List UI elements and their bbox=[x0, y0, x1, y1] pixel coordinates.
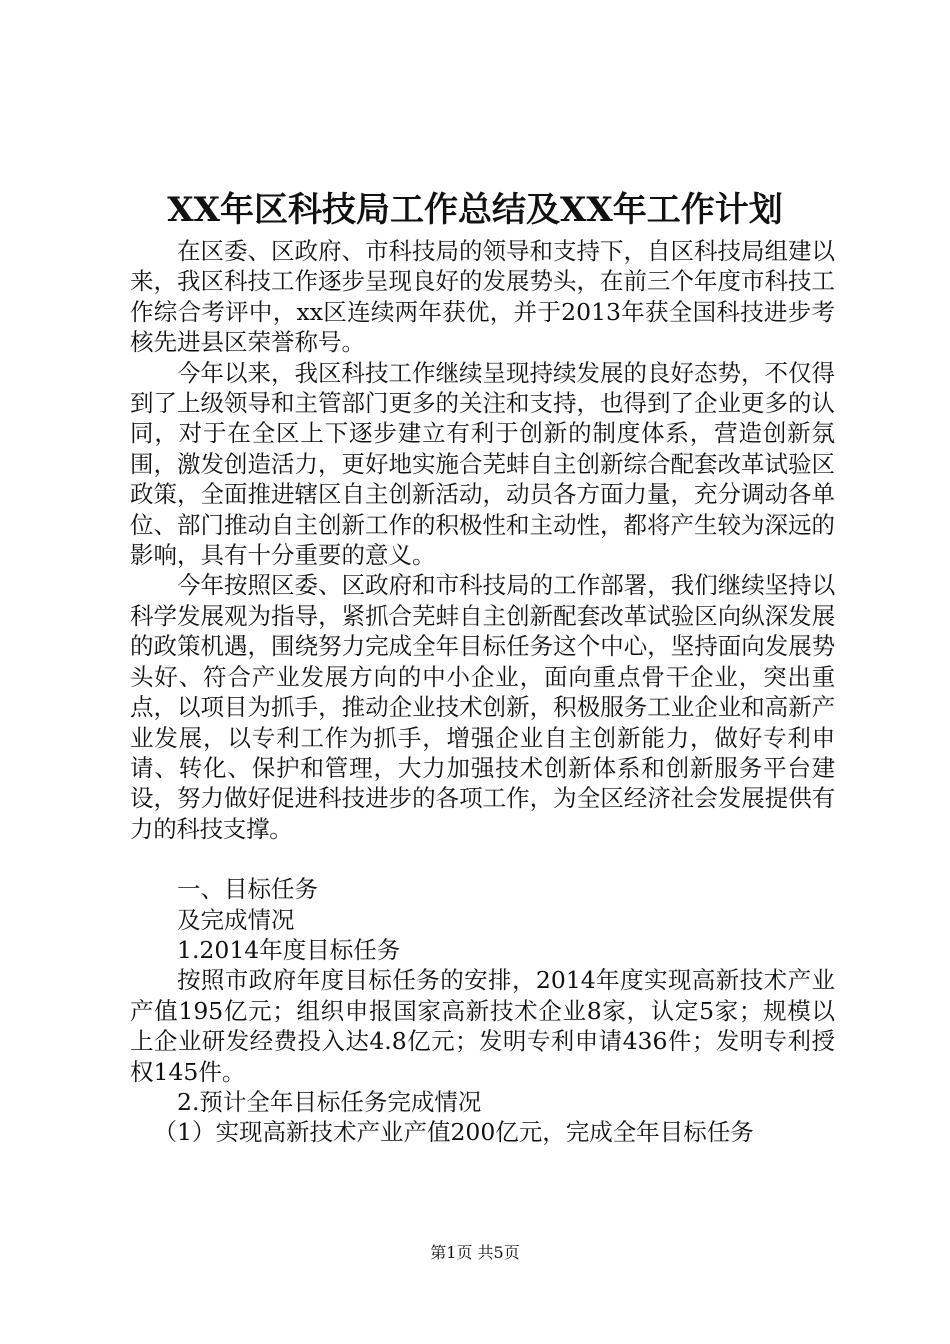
paragraph-intro: 在区委、区政府、市科技局的领导和支持下，自区科技局组建以来，我区科技工作逐步呈现良好的发展势头，在前三个年度市科技工作综合考评中，xx区连续两年获优，并于2013年获全国科技进步考核先进县区荣誉称号。 bbox=[130, 237, 835, 357]
section-heading-line2: 及完成情况 bbox=[177, 905, 295, 934]
document-body bbox=[130, 236, 835, 1148]
item2-heading: 2.预计全年目标任务完成情况 bbox=[177, 1087, 482, 1116]
item2-line: （1）实现高新技术产业产值200亿元，完成全年目标任务 bbox=[153, 1118, 754, 1147]
item1-heading: 1.2014年度目标任务 bbox=[177, 935, 401, 964]
document-title: XX年区科技局工作总结及XX年工作计划 bbox=[167, 190, 783, 230]
section-heading-line1: 一、目标任务 bbox=[177, 875, 318, 904]
paragraph-progress: 今年以来，我区科技工作继续呈现持续发展的良好态势，不仅得到了上级领导和主管部门更多的关注和支持，也得到了企业更多的认同，对于在全区上下逐步建立有利于创新的制度体系，营造创新氛围，激发创造活力，更好地实施合芜蚌自主创新综合配套改革试验区政策，全面推进辖区自主创新活动，动员各方面力量，充分调动各单位、部门推动自主创新工作的积极性和主动性，都将产生较为深远的影响，具有十分重要的意义。 bbox=[130, 358, 835, 570]
page-footer: 第1页 共5页 bbox=[430, 1243, 520, 1262]
item1-paragraph: 按照市政府年度目标任务的安排，2014年度实现高新技术产业产值195亿元；组织申报国家高新技术企业8家，认定5家；规模以上企业研发经费投入达4.8亿元；发明专利申请436件；发明专利授权145件。 bbox=[130, 966, 835, 1086]
paragraph-plan: 今年按照区委、区政府和市科技局的工作部署，我们继续坚持以科学发展观为指导，紧抓合芜蚌自主创新配套改革试验区向纵深发展的政策机遇，围绕努力完成全年目标任务这个中心，坚持面向发展势头好、符合产业发展方向的中小企业，面向重点骨干企业，突出重点，以项目为抓手，推动企业技术创新，积极服务工业企业和高新产业发展，以专利工作为抓手，增强企业自主创新能力，做好专利申请、转化、保护和管理，大力加强技术创新体系和创新服务平台建设，努力做好促进科技进步的各项工作，为全区经济社会发展提供有力的科技支撑。 bbox=[130, 571, 835, 843]
paragraph-gap bbox=[130, 844, 835, 874]
